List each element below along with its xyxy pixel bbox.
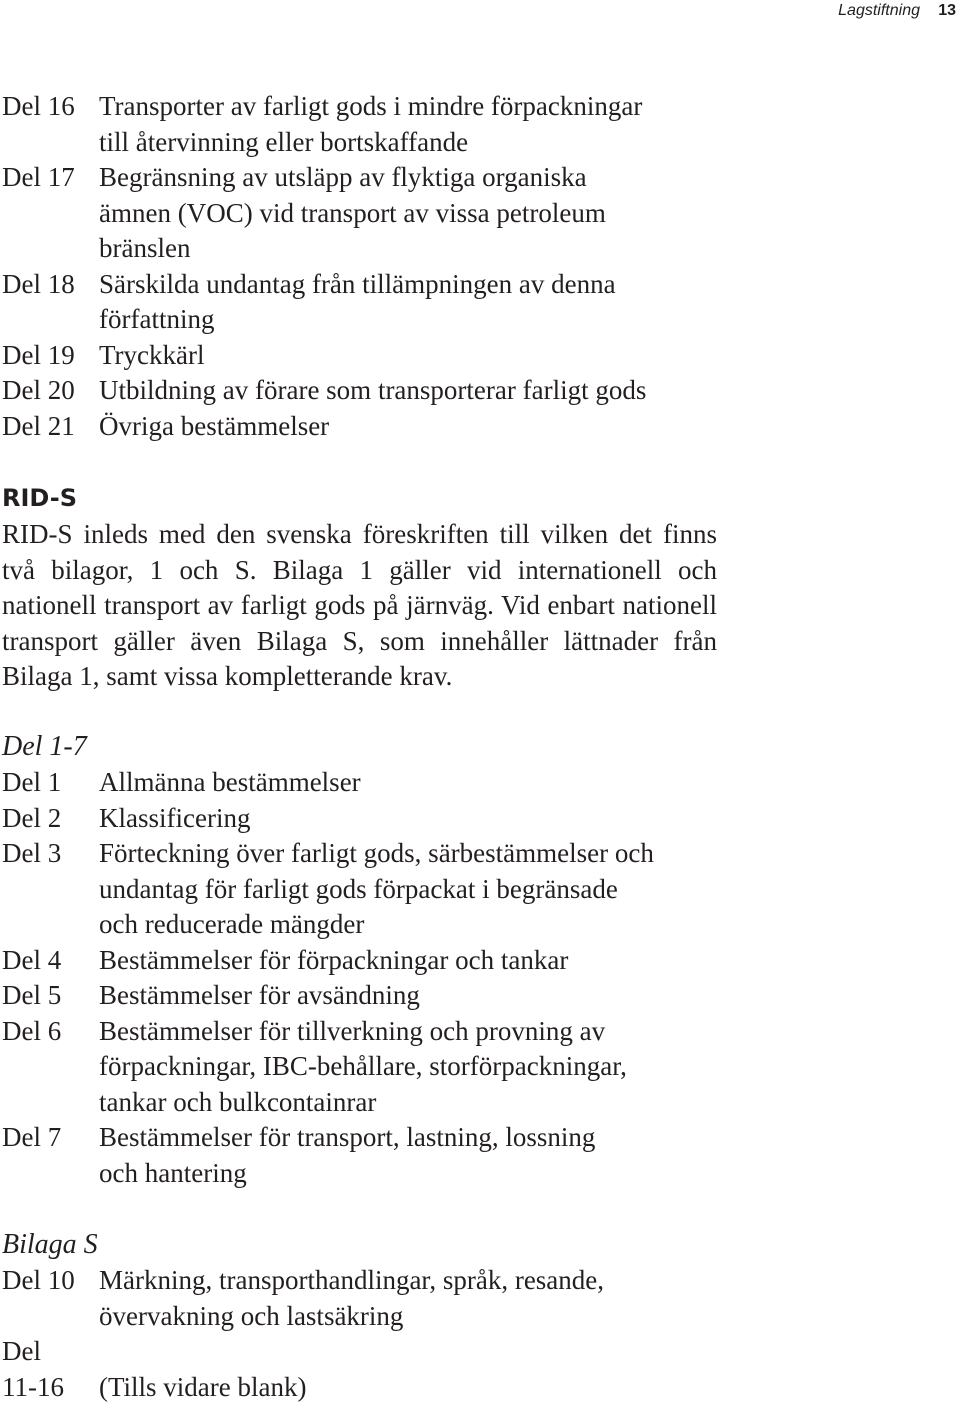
list-item [0, 943, 960, 979]
part-title: Bestämmelser för tillverkning och provning av förpackningar, IBC-behållare, storförpackningar, tankar och bulkcontainrar [99, 1015, 627, 1117]
part-title: Begränsning av utsläpp av flyktiga organiska ämnen (VOC) vid transport av vissa petroleum bränslen [99, 162, 606, 263]
list-item [0, 89, 960, 160]
list-item [0, 1263, 960, 1334]
part-title: Bestämmelser för förpackningar och tankar [99, 944, 569, 975]
part-list-16-21 [0, 89, 960, 444]
part-label: Del 7 [2, 1122, 62, 1152]
list-item [0, 160, 960, 267]
part-label: Del 1 [2, 767, 62, 797]
list-item [0, 338, 960, 374]
part-label: Del 18 [2, 268, 75, 299]
part-label: Del 10 [2, 1265, 75, 1295]
part-label: Del 6 [2, 1015, 62, 1046]
list-item [0, 1334, 960, 1405]
part-title: (Tills vidare blank) [99, 1371, 307, 1402]
section-heading-rids: RID-S [2, 484, 78, 512]
part-label: Del 11-16 [2, 1336, 64, 1402]
part-label: Del 20 [2, 375, 75, 405]
list-item [0, 978, 960, 1014]
list-item [0, 765, 960, 801]
part-title: Transporter av farligt gods i mindre förpackningar till återvinning eller bortskaffande [99, 91, 643, 157]
list-item [0, 267, 960, 338]
list-item [0, 409, 960, 445]
part-title: Tryckkärl [99, 339, 205, 370]
list-item [0, 373, 960, 409]
part-label: Del 19 [2, 339, 75, 370]
page-number: 13 [938, 2, 956, 19]
list-item [0, 1120, 960, 1191]
part-title: Förteckning över farligt gods, särbestämmelser och undantag för farligt gods förpackat i begränsade och reducerade mängder [99, 838, 654, 939]
part-title: Bestämmelser för transport, lastning, lossning och hantering [99, 1122, 596, 1188]
part-label: Del 17 [2, 162, 75, 192]
part-title: Allmänna bestämmelser [99, 767, 361, 797]
part-label: Del 4 [2, 944, 62, 975]
running-head-title: Lagstiftning [838, 2, 920, 19]
part-label: Del 2 [2, 802, 62, 833]
part-label: Del 3 [2, 838, 62, 868]
list-item [0, 1014, 960, 1121]
part-list-1-7 [0, 765, 960, 1191]
part-title: Särskilda undantag från tillämpningen av denna författning [99, 268, 616, 334]
part-label: Del 16 [2, 91, 75, 121]
part-title: Klassificering [99, 802, 251, 833]
section-heading-del-1-7: Del 1-7 [2, 731, 87, 762]
part-title: Övriga bestämmelser [99, 410, 330, 441]
part-label: Del 21 [2, 410, 75, 441]
section-heading-bilaga-s: Bilaga S [2, 1229, 98, 1260]
list-item [0, 801, 960, 837]
part-title: Bestämmelser för avsändning [99, 980, 420, 1010]
part-label: Del 5 [2, 980, 62, 1010]
part-title: Märkning, transporthandlingar, språk, resande, övervakning och lastsäkring [99, 1265, 605, 1331]
running-head [660, 0, 960, 22]
part-list-bilaga-s [0, 1263, 960, 1405]
list-item [0, 836, 960, 943]
part-title: Utbildning av förare som transporterar farligt gods [99, 375, 647, 405]
rids-paragraph: RID-S inleds med den svenska föreskriften till vilken det finns två bilagor, 1 och S. Bilaga 1 gäller vid internationell och nationell transport av farligt gods på järnväg. Vid enbart nationell transport gäller även Bilaga S, som innehåller lättnader från Bilaga 1, samt vissa kompletterande krav. [2, 519, 717, 691]
